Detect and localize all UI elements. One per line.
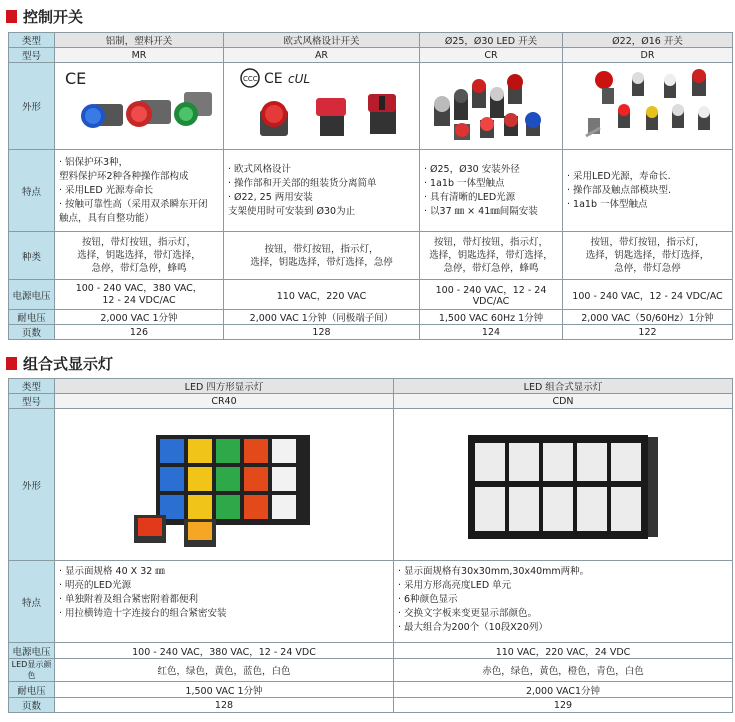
voltage-cell: 100 - 240 VAC，380 VAC，12 - 24 VDC [55,643,394,659]
features-cell [420,150,563,232]
voltage-row [9,643,733,659]
row-label: 耐电压 [9,310,55,325]
mr-photo-cell [55,63,224,150]
section-title-text: 组合式显示灯 [23,354,114,373]
model-cell: CR [420,48,563,63]
type-cell: LED 四方形显示灯 [55,379,394,394]
voltage-line: 12 - 24 VDC/AC [102,294,176,306]
cr40-indicator-image [104,415,344,555]
feature-line: · 铝保护环3种， [59,156,129,168]
blue-button-graphic [81,104,123,128]
feature-line: · 明亮的LED光源 [59,580,132,591]
row-label: 电源电压 [9,280,55,310]
voltage-line: 100 - 240 VAC，380 VAC， [75,282,203,294]
type-cell: 欧式风格设计开关 [224,33,420,48]
kind-line: 选择，钥匙选择，带灯选择， [585,250,710,261]
voltage-line: 100 - 240 VAC，12 - 24 VDC/AC [435,285,547,307]
features-cell [563,150,733,232]
ce-mark-logo: CE [65,69,87,88]
row-label: 页数 [9,698,55,713]
kinds-row [9,232,733,280]
cdn-indicator-image [463,415,663,555]
mr-switch-image [59,66,219,146]
feature-line: · Ø22, 25 两用安装 [228,191,313,203]
section-title-text: 控制开关 [23,7,84,26]
feature-line: · 显示面规格有30x30mm,30x40mm两种。 [398,566,590,577]
kinds-cell [224,232,420,280]
kind-line: 选择，钥匙选择，带灯选择， [429,250,553,261]
row-label: LED显示颜色 [9,659,55,682]
dr-switch-image [568,66,728,146]
voltage-cell [55,280,224,310]
selector-graphic [368,94,396,134]
green-button-graphic [174,92,212,126]
appearance-row [9,409,733,561]
cr-switch-image [424,66,559,146]
pages-cell: 128 [224,325,420,340]
feature-line: 触点，具有自整功能） [59,212,155,224]
feature-line: · 以37 ㎜ × 41㎜间隔安装 [424,205,538,217]
row-label: 特点 [9,561,55,643]
led-color-cell: 红色，绿色，黄色，蓝色，白色 [55,659,394,682]
row-label: 外形 [9,63,55,150]
withstand-row [9,682,733,698]
model-row [9,394,733,409]
ar-photo-cell [224,63,420,150]
features-cell [55,150,224,232]
type-row [9,33,733,48]
features-cell [224,150,420,232]
indicator-table [8,378,733,713]
withstand-cell: 2,000 VAC 1分钟 [55,310,224,325]
pages-cell: 124 [420,325,563,340]
kinds-cell [420,232,563,280]
row-label: 型号 [9,394,55,409]
withstand-cell: 1,500 VAC 60Hz 1分钟 [420,310,563,325]
feature-line: · 欧式风格设计 [228,163,292,175]
pages-cell: 126 [55,325,224,340]
cr40-grid-graphic [134,435,310,547]
model-cell: DR [563,48,733,63]
type-cell: 铝制，塑料开关 [55,33,224,48]
withstand-cell: 2,000 VAC（50/60Hz）1分钟 [563,310,733,325]
voltage-cell [563,280,733,310]
switch-table [8,32,733,340]
features-cell [55,561,394,643]
feature-line: · 采用方形高亮度LED 单元 [398,580,512,591]
row-label: 类型 [9,33,55,48]
dr-group-graphic [586,69,710,136]
feature-line: · 交换文字板来变更显示部颜色。 [398,608,538,619]
row-label: 耐电压 [9,682,55,698]
kind-line: 急停，带灯急停 [614,263,681,274]
feature-line: · 采用LED光源，寿命长. [567,170,671,182]
feature-line: · 操作部及触点部模块型. [567,184,672,196]
type-row [9,379,733,394]
pages-row [9,698,733,713]
model-cell: MR [55,48,224,63]
cdn-panel-graphic [468,435,658,539]
row-label: 种类 [9,232,55,280]
pages-cell: 122 [563,325,733,340]
type-cell: Ø25，Ø30 LED 开关 [420,33,563,48]
kind-line: 按钮，带灯按钮，指示灯， [433,237,548,248]
ar-switch-image [232,66,412,146]
row-label: 外形 [9,409,55,561]
kind-line: 按钮，带灯按钮，指示灯， [81,237,196,248]
model-cell: AR [224,48,420,63]
cr-group-graphic [434,74,541,140]
kinds-cell [55,232,224,280]
features-row [9,150,733,232]
feature-line: · 6种颜色显示 [398,594,458,605]
row-label: 电源电压 [9,643,55,659]
feature-line: · 单独附着及组合紧密附着都便利 [59,594,199,605]
row-label: 页数 [9,325,55,340]
model-cell: CDN [394,394,733,409]
pages-cell: 128 [55,698,394,713]
feature-line: · 采用LED 光源寿命长 [59,184,154,196]
withstand-cell: 2,000 VAC 1分钟（同极端子间） [224,310,420,325]
svg-text:CE: CE [263,71,283,87]
cr40-photo-cell [55,409,394,561]
svg-text:cUL: cUL [287,72,310,86]
led-color-cell: 赤色，绿色，黄色，橙色，青色，白色 [394,659,733,682]
feature-line: · 操作部和开关部的组装货分离简单 [228,177,377,189]
feature-line: · 用拉横铸造十字连接台的组合紧密安装 [59,608,227,619]
features-row [9,561,733,643]
feature-line: 塑料保护环2种各种操作部构成 [59,170,189,182]
feature-line: · 具有清晰的LED光源 [424,191,516,203]
red-square-button-graphic [316,98,346,136]
section-title-switches [6,5,83,27]
kind-line: 按钮，带灯按钮，指示灯， [590,237,705,248]
type-cell: Ø22，Ø16 开关 [563,33,733,48]
voltage-cell [224,280,420,310]
cr-photo-cell [420,63,563,150]
voltage-cell: 110 VAC，220 VAC，24 VDC [394,643,733,659]
voltage-line: 110 VAC，220 VAC [276,290,367,302]
feature-line: · 最大组合为200个（10段X20列） [398,622,548,633]
feature-line: · 显示面规格 40 X 32 ㎜ [59,566,165,577]
feature-line: · 1a1b 一体型触点 [424,177,505,189]
red-button-graphic [126,100,171,127]
pages-row [9,325,733,340]
cdn-photo-cell [394,409,733,561]
kind-line: 按钮，带灯按钮，指示灯， [264,243,379,255]
kind-line: 选择，钥匙选择，带灯选择，急停 [250,256,393,268]
model-cell: CR40 [55,394,394,409]
withstand-cell: 1,500 VAC 1分钟 [55,682,394,698]
cert-marks-logo [241,69,310,87]
feature-line: · Ø25，Ø30 安装外径 [424,163,520,175]
section-marker [6,357,17,370]
withstand-row [9,310,733,325]
kind-line: 急停，带灯急停，蜂鸣 [443,263,539,274]
pages-cell: 129 [394,698,733,713]
voltage-row [9,280,733,310]
dr-photo-cell [563,63,733,150]
led-color-row [9,659,733,682]
section-title-indicators [6,352,113,374]
kind-line: 急停，带灯急停，蜂鸣 [91,263,187,274]
svg-text:CCC: CCC [242,75,258,83]
feature-line: 支架使用时可安装到 Ø30为止 [228,205,356,217]
section-marker [6,10,17,23]
red-round-button-graphic [260,101,288,136]
row-label: 类型 [9,379,55,394]
kind-line: 选择，钥匙选择，带灯选择， [77,250,201,261]
type-cell: LED 组合式显示灯 [394,379,733,394]
feature-line: · 按触可靠性高（采用双杀瞬东开闭 [59,198,208,210]
row-label: 型号 [9,48,55,63]
features-cell [394,561,733,643]
voltage-line: 100 - 240 VAC，12 - 24 VDC/AC [572,290,723,302]
model-row [9,48,733,63]
voltage-cell [420,280,563,310]
appearance-row [9,63,733,150]
withstand-cell: 2,000 VAC1分钟 [394,682,733,698]
row-label: 特点 [9,150,55,232]
kinds-cell [563,232,733,280]
feature-line: · 1a1b 一体型触点 [567,198,648,210]
